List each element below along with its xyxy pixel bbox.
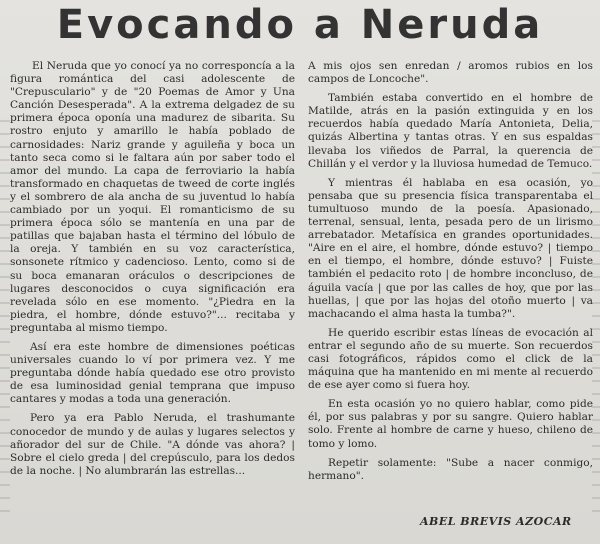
author-signature: ABEL BREVIS AZOCAR [420,515,572,528]
paragraph: He querido escribir estas líneas de evocación al entrar el segundo año de su muerte. Son recuerdos casi fotográficos, rápidos como el click de la máquina que ha mantenido en mi mente al recuerdo de ese ayer como si fuera hoy. [308,326,593,392]
paragraph: Repetir solamente: "Sube a nacer conmigo, hermano". [308,456,593,482]
paragraph: También estaba convertido en el hombre de Matilde, atrás en la pasión extinguida y en los recuerdos había quedado María Antonieta, Delia, quizás Albertina y tantas otras. Y en sus espaldas llevaba los viñedos de Parral, la querencia de Chillán y el verdor y la lluviosa humedad de Temuco. [308,92,593,170]
article-column-right [308,60,593,489]
bleed-through-right [592,120,600,520]
paragraph: Así era este hombre de dimensiones poéticas universales cuando lo ví por primera vez. Y me preguntaba dónde había quedado ese otro provisto de esa luminosidad genial temprana que impuso cantares y modas a toda una generación. [10,340,295,406]
article-title: Evocando a Neruda [56,2,544,48]
paragraph: A mis ojos sen enredan / aromos rubios en los campos de Loncoche". [308,60,593,86]
article-column-left [10,60,295,484]
bleed-through-left [0,120,10,520]
paragraph: Y mientras él hablaba en esa ocasión, yo pensaba que su presencia física transparentaba el tumultuoso mundo de la poesía. Apasionado, terrenal, sensual, lenta, pesada pero de un lirismo arrebatador. Metafísica en grandes oportunidades. "Aire en el aire, el hombre, dónde estuvo? | tiempo en el tiempo, el hombre, dónde estuvo? | Fuiste también el pedacito roto | de hombre inconcluso, de águila vacía | que por las calles de hoy, que por las huellas, | que por las hojas del otoño muerto | va machacando el alma hasta la tumba?". [308,176,593,320]
paragraph: En esta ocasión yo no quiero hablar, como pide él, por sus palabras y por su sangre. Quiero hablar solo. Frente al hombre de carne y hueso, chileno de tomo y lomo. [308,398,593,450]
paragraph: El Neruda que yo conocí ya no corresponcía a la figura romántica del casi adolescente de "Crepusculario" y de "20 Poemas de Amor y Una Canción Desesperada". A la extrema delgadez de su primera época oponía una madurez de sibarita. Su rostro enjuto y amarillo le había poblado de carnosidades: Nariz grande y aguileña y boca un tanto seca como si le faltara aún por saber todo el amor del mundo. La capa de ferroviario la había transformado en chaquetas de tweed de corte inglés y el sombrero de ala ancha de su juventud lo había cambiado por un yoqui. El romanticismo de su primera época sólo se mantenía en una par de patillas que bajaban hasta el término del lóbulo de la oreja. Y también en su voz característica, sonsonete rítmico y cadencioso. Lento, como si de su boca emanaran oráculos o descripciones de lugares desconocidos o cuya significación era revelada sólo en ese momento. "¿Piedra en la piedra, el hombre, dónde estuvo?"... recitaba y preguntaba al mismo tiempo. [10,60,295,334]
paragraph: Pero ya era Pablo Neruda, el trashumante conocedor de mundo y de aulas y lugares selectos y añorador del sur de Chile. "A dónde vas ahora? | Sobre el cielo greda | del crepúsculo, para los dedos de la noche. | No alumbrarán las estrellas... [10,412,295,477]
